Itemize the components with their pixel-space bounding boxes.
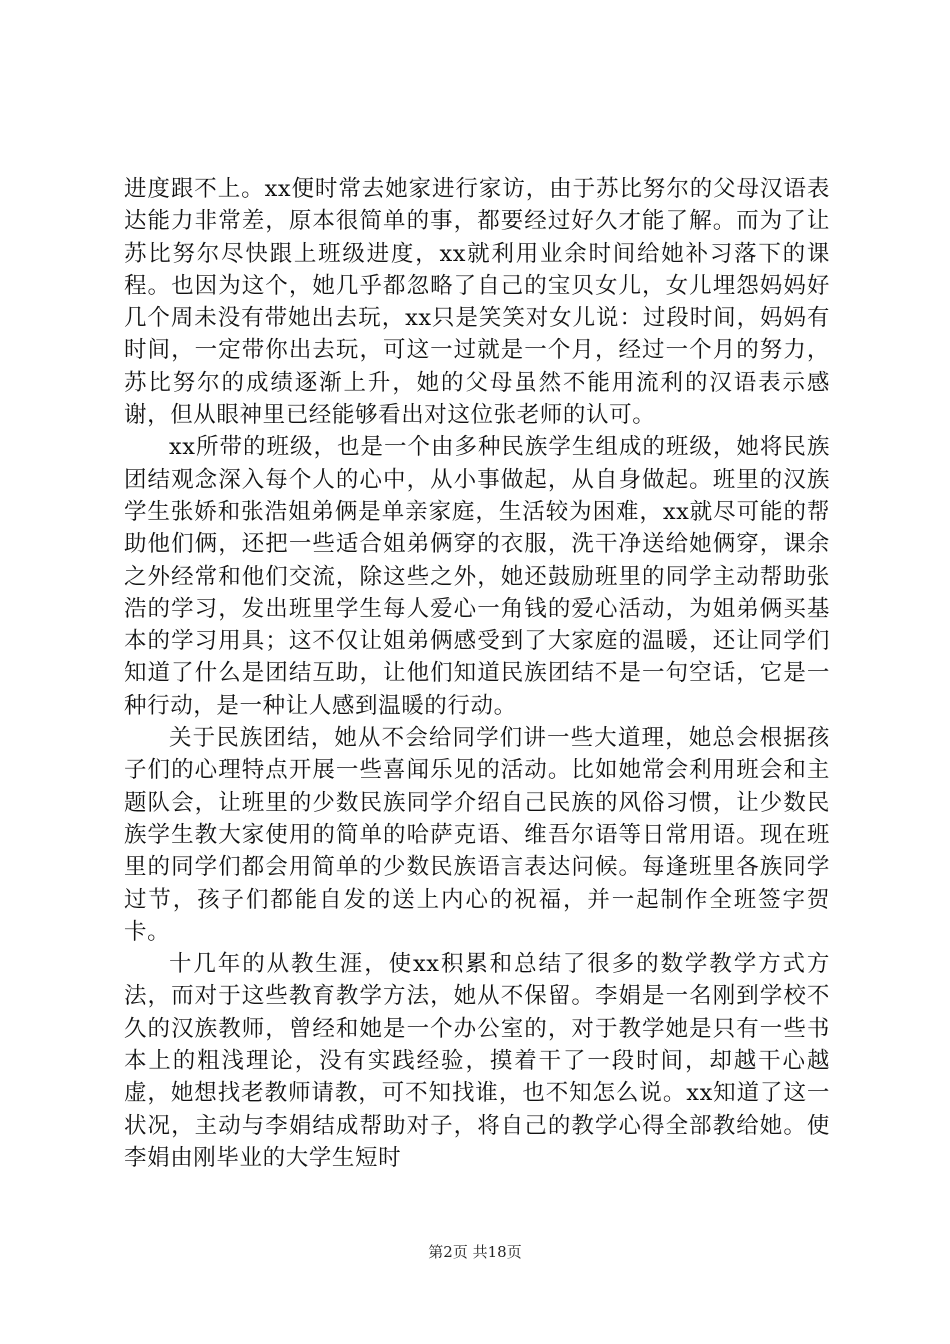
page-number-footer: 第2页 共18页 — [428, 1243, 522, 1261]
paragraph-1: 进度跟不上。xx便时常去她家进行家访，由于苏比努尔的父母汉语表达能力非常差，原本很简单的事，都要经过好久才能了解。而为了让苏比努尔尽快跟上班级进度，xx就利用业余时间给她补习落下的课程。也因为这个，她几乎都忽略了自己的宝贝女儿，女儿埋怨妈妈好几个周未没有带她出去玩，xx只是笑笑对女儿说：过段时间，妈妈有时间，一定带你出去玩，可这一过就是一个月，经过一个月的努力，苏比努尔的成绩逐渐上升，她的父母虽然不能用流利的汉语表示感谢，但从眼神里已经能够看出对这位张老师的认可。 — [124, 176, 830, 429]
paragraph-3: 关于民族团结，她从不会给同学们讲一些大道理，她总会根据孩子们的心理特点开展一些喜闻乐见的活动。比如她常会利用班会和主题队会，让班里的少数民族同学介绍自己民族的风俗习惯，让少数民族学生教大家使用的简单的哈萨克语、维吾尔语等日常用语。现在班里的同学们都会用简单的少数民族语言表达问候。每逢班里各族同学过节，孩子们都能自发的送上内心的祝福，并一起制作全班签字贺卡。 — [124, 725, 830, 945]
paragraph-4: 十几年的从教生涯，使xx积累和总结了很多的数学教学方式方法，而对于这些教育教学方法，她从不保留。李娟是一名刚到学校不久的汉族教师，曾经和她是一个办公室的，对于教学她是只有一些书本上的粗浅理论，没有实践经验，摸着干了一段时间，却越干心越虚，她想找老教师请教，可不知找谁，也不知怎么说。xx知道了这一状况，主动与李娟结成帮助对子，将自己的教学心得全部教给她。使李娟由刚毕业的大学生短时 — [124, 951, 830, 1171]
paragraph-2: xx所带的班级，也是一个由多种民族学生组成的班级，她将民族团结观念深入每个人的心中，从小事做起，从自身做起。班里的汉族学生张娇和张浩姐弟俩是单亲家庭，生活较为困难，xx就尽可能的帮助他们俩，还把一些适合姐弟俩穿的衣服，洗干净送给她俩穿，课余之外经常和他们交流，除这些之外，她还鼓励班里的同学主动帮助张浩的学习，发出班里学生每人爱心一角钱的爱心活动，为姐弟俩买基本的学习用具；这不仅让姐弟俩感受到了大家庭的温暖，还让同学们知道了什么是团结互助，让他们知道民族团结不是一句空话，它是一种行动，是一种让人感到温暖的行动。 — [124, 434, 830, 719]
document-body — [124, 173, 830, 1174]
